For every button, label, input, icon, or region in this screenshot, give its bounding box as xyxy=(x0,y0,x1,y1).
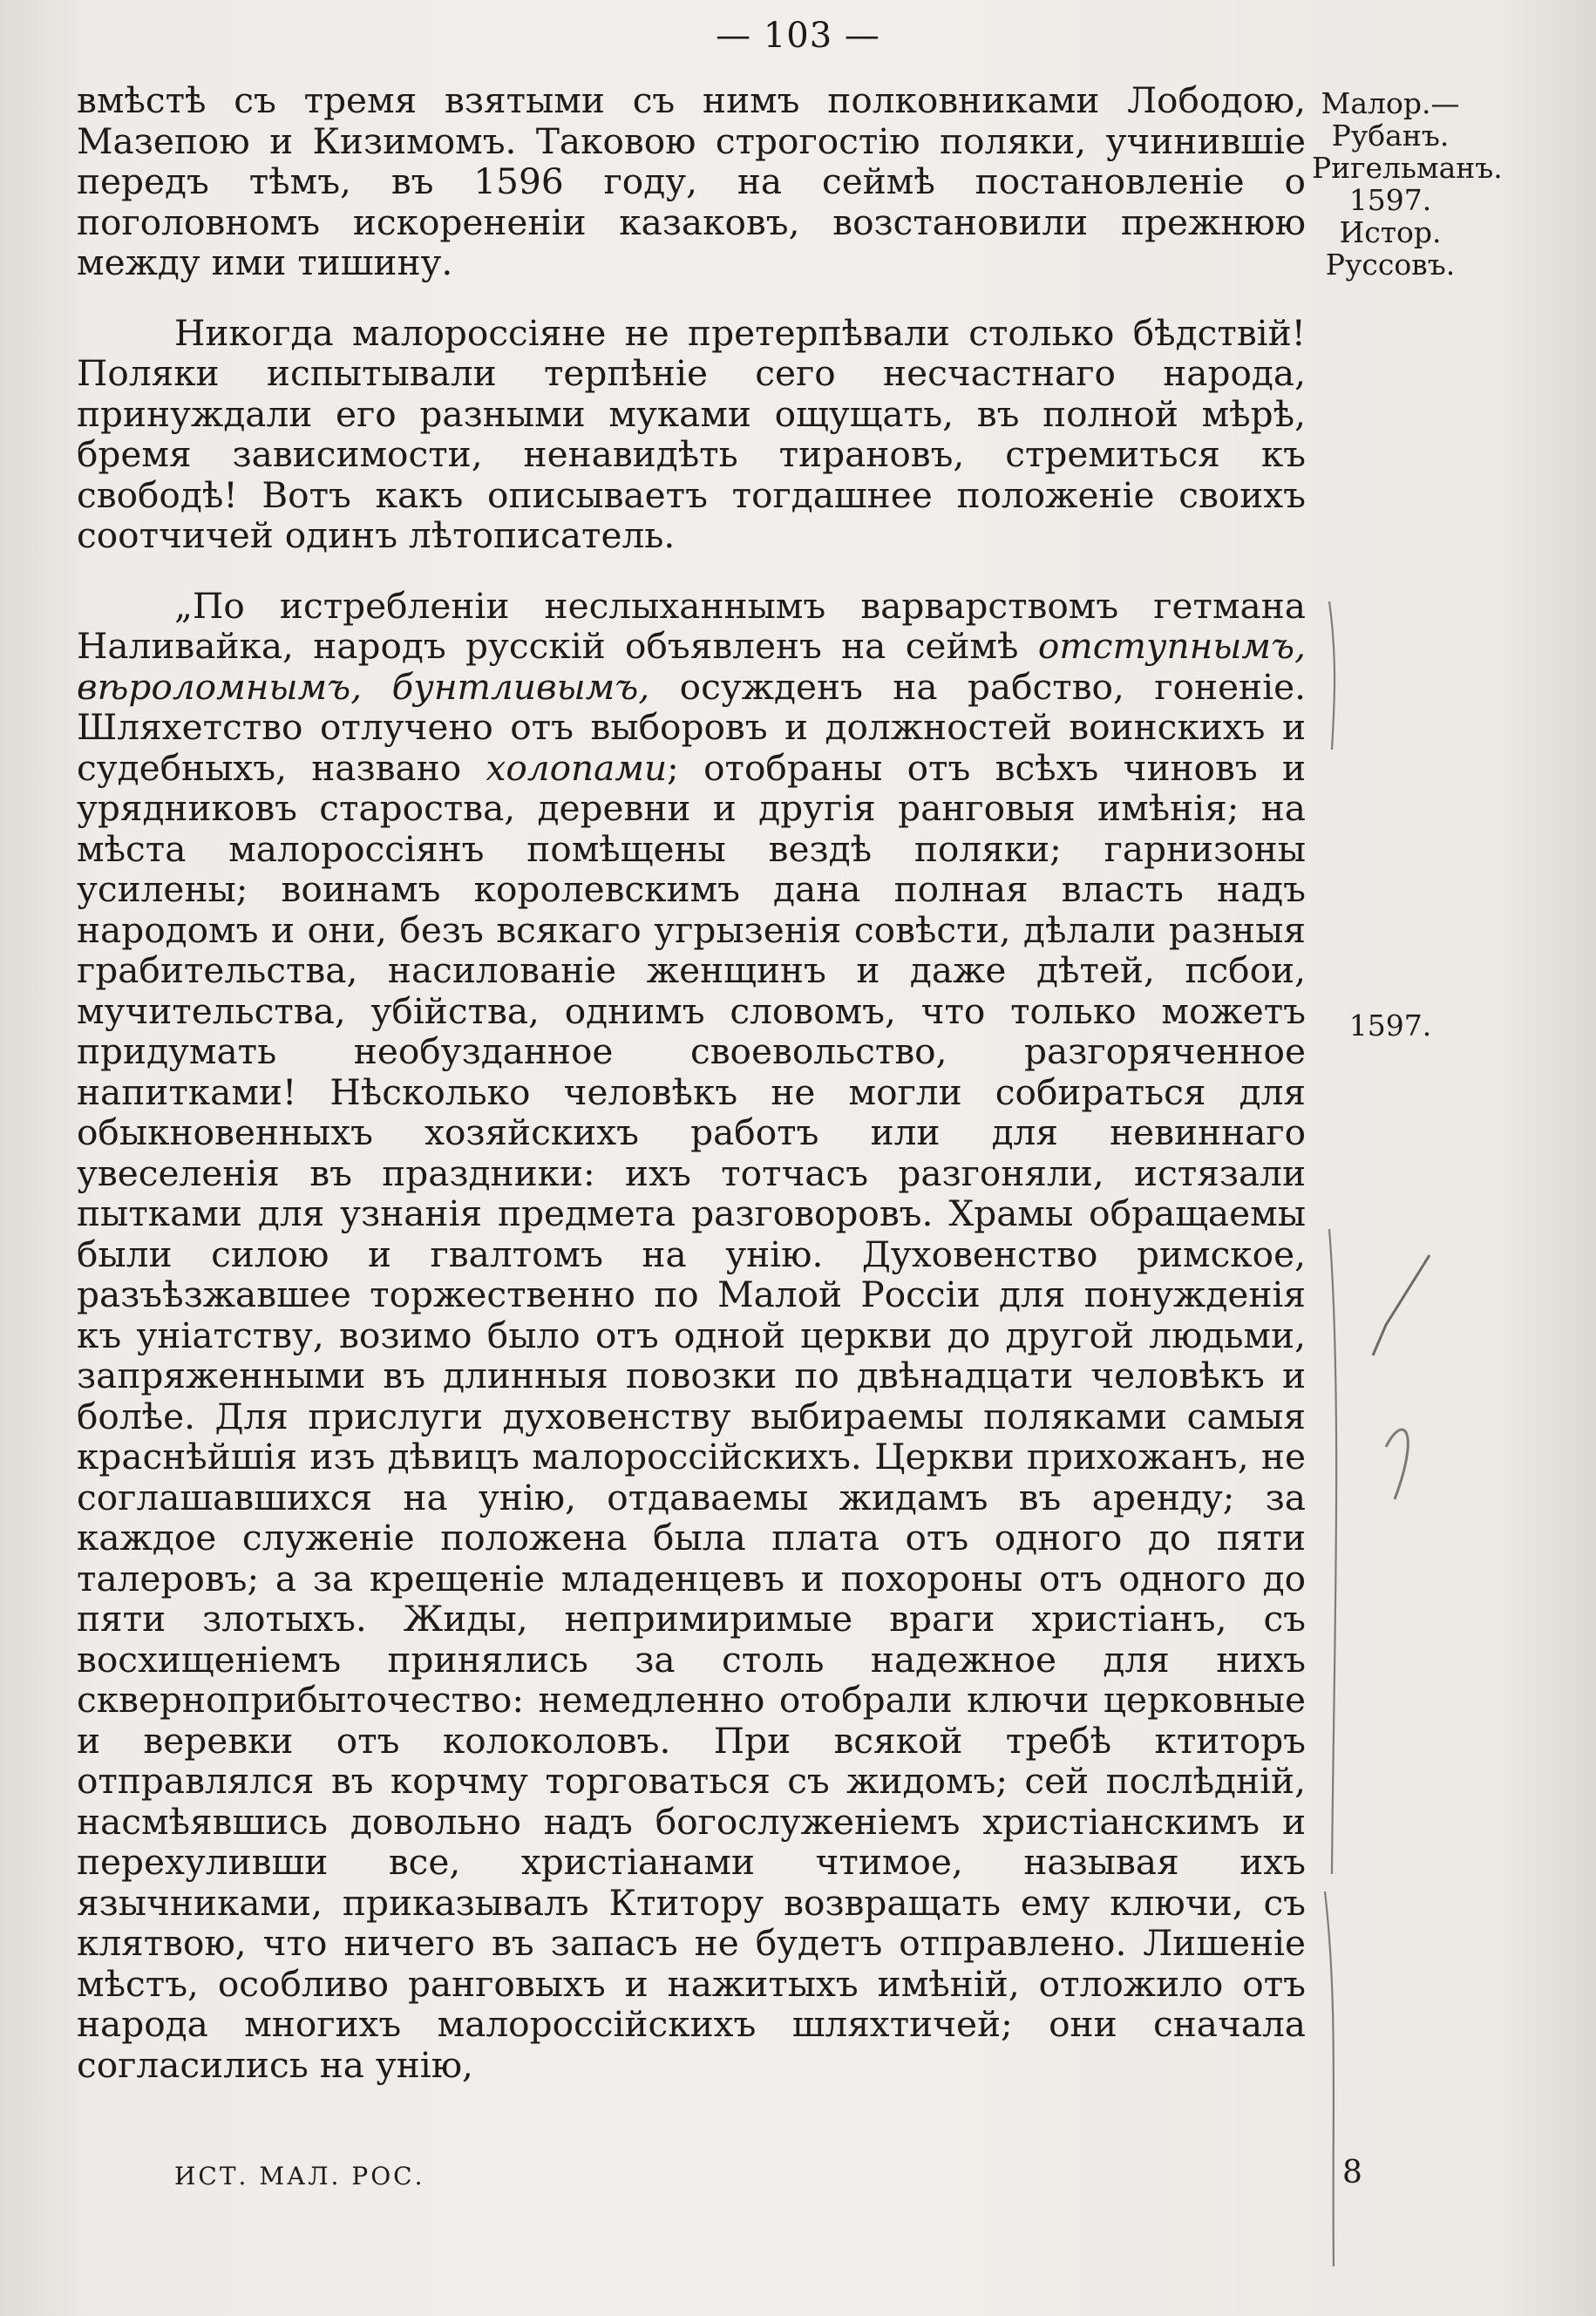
page-number: — 103 — xyxy=(716,16,880,56)
check-mark xyxy=(1386,1430,1408,1499)
sheet-number: 8 xyxy=(1342,2155,1362,2190)
margin-note-year: 1597. xyxy=(1348,1009,1432,1043)
paragraph xyxy=(77,313,1306,556)
main-text xyxy=(77,80,1306,2085)
paragraph-text: „По истребленіи неслыханнымъ варварствомъ гетмана Наливайка, народъ русскій объявленъ на сеймѣ xyxy=(77,584,1306,667)
check-mark xyxy=(1373,1255,1430,1355)
italic-text: отступнымъ, вѣроломнымъ, бунтливымъ, xyxy=(77,625,1306,708)
margin-line-mark xyxy=(1325,601,1336,2266)
paragraph-text: осужденъ на рабство, гоненіе. Шляхетство отлучено отъ выборовъ и должностей воинскихъ и судебныхъ, названо xyxy=(77,665,1306,789)
italic-text: холопами xyxy=(486,746,668,789)
paragraph-text: Никогда малороссіяне не претерпѣвали столько бѣдствій! Поляки испытывали терпѣніе сего несчастнаго народа, принуждали его разными муками ощущать, въ полной мѣрѣ, бремя зависимости, ненавидѣть тирановъ, стремиться къ свободѣ! Вотъ какъ описываетъ тогдашнее положеніе своихъ соотчичей одинъ лѣтописатель. xyxy=(77,311,1306,556)
paragraph-text: вмѣстѣ съ тремя взятыми съ нимъ полковниками Лободою, Мазепою и Кизимомъ. Таковою строгостію поляки, учинившіе передъ тѣмъ, въ 1596 году, на сеймѣ постановленіе о поголовномъ искорененіи казаковъ, возстановили прежнюю между ими тишину. xyxy=(77,79,1306,283)
paragraph xyxy=(77,80,1306,283)
margin-note-sources: Малор.— Рубанъ. Ригельманъ. 1597. Истор. Руссовъ. xyxy=(1312,86,1503,282)
signature-mark: ИСТ. МАЛ. РОС. xyxy=(174,2162,425,2190)
quoted-chronicle-paragraph xyxy=(77,586,1306,2086)
paragraph-text: ; отобраны отъ всѣхъ чиновъ и урядниковъ староства, деревни и другія ранговыя имѣнія; на мѣста малороссіянъ помѣщены вездѣ поляки; гарнизоны усилены; воинамъ королевскимъ дана полная власть надъ народомъ и они, безъ всякаго угрызенія совѣсти, дѣлали разныя грабительства, насилованіе женщинъ и даже дѣтей, псбои, мучительства, убійства, однимъ словомъ, что только можетъ придумать необузданное своевольство, разгоряченное напитками! Нѣсколько человѣкъ не могли собираться для обыкновенныхъ хозяйскихъ работъ или для невиннаго увеселенія въ праздники: ихъ тотчасъ разгоняли, истязали пытками для узнанія предмета разговоровъ. Храмы обращаемы были силою и гвалтомъ на унію. Духовенство римское, разъѣзжавшее торжественно по Малой Россіи для понужденія къ уніатству, возимо было отъ одной церкви до другой людьми, запряженными въ длинныя повозки по двѣнадцати человѣкъ и болѣе. Для прислуги духовенству выбираемы поляками самыя краснѣйшія изъ дѣвицъ малороссійскихъ. Церкви прихожанъ, не соглашавшихся на унію, отдаваемы жидамъ въ аренду; за каждое служеніе положена была плата отъ одного до пяти талеровъ; а за крещеніе младенцевъ и похороны отъ одного до пяти злотыхъ. Жиды, непримиримые враги христіанъ, съ восхищеніемъ принялись за столь надежное для нихъ сквернoприбыточество: немедленно отобрали ключи церковные и веревки отъ колоколовъ. При всякой требѣ ктиторъ отправлялся въ корчму торговаться съ жидомъ; сей послѣдній, насмѣявшись довольно надъ богослуженіемъ христіанскимъ и перехуливши все, христіанами чтимое, называя ихъ язычниками, приказывалъ Ктитору возвращать ему ключи, съ клятвою, что ничего въ запасъ не будетъ отправлено. Лишеніе мѣстъ, особливо ранговыхъ и нажитыхъ имѣній, отложило отъ народа многихъ малороссійскихъ шляхтичей; они сначала согласились на унію, xyxy=(77,746,1306,2086)
